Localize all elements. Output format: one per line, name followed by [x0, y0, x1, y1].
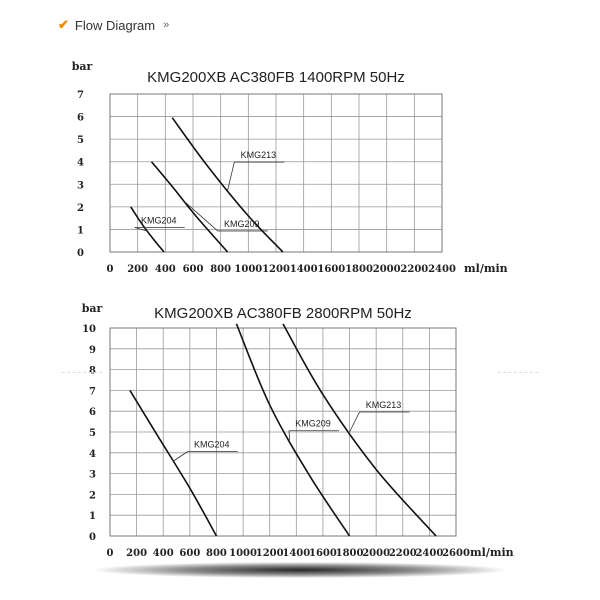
double-chevron-icon: »	[163, 19, 170, 31]
x-tick-label: 1000	[229, 548, 257, 559]
divider-right	[498, 372, 538, 373]
y-tick-label: 3	[89, 469, 96, 481]
x-tick-label: 1000	[234, 264, 263, 275]
y-tick-label: 7	[77, 90, 84, 101]
grid	[110, 328, 456, 536]
y-tick-label: 7	[89, 386, 96, 398]
y-tick-label: 6	[77, 112, 84, 124]
y-tick-label: 9	[89, 344, 96, 356]
x-tick-label: 2400	[428, 264, 456, 275]
x-tick-label: 2600	[442, 548, 470, 559]
x-tick-label: 2200	[388, 548, 417, 559]
chart-title: KMG200XB AC380FB 2800RPM 50Hz	[154, 305, 412, 322]
chart-1400rpm	[0, 50, 600, 290]
x-tick-label: 2400	[415, 548, 444, 559]
y-tick-label: 1	[77, 225, 84, 237]
series-label: KMG209	[295, 418, 331, 429]
y-tick-label: 8	[89, 365, 96, 377]
section-header	[58, 14, 169, 36]
series-line-kmg213	[172, 118, 283, 252]
check-icon: ✔	[58, 17, 69, 32]
series-line-kmg204	[130, 390, 217, 536]
y-tick-label: 3	[77, 180, 84, 192]
grid	[110, 94, 442, 252]
x-tick-label: 0	[106, 548, 114, 559]
series-label: KMG213	[365, 400, 402, 410]
x-tick-label: 800	[206, 548, 227, 559]
series-label: KMG213	[240, 150, 277, 161]
series-line-kmg213	[283, 324, 436, 536]
y-tick-label: 10	[82, 324, 96, 335]
y-tick-label: 4	[89, 448, 96, 460]
leader-line	[228, 162, 235, 190]
x-tick-label: 2200	[400, 264, 429, 275]
x-tick-label: 1400	[289, 264, 318, 275]
x-tick-label: 1600	[317, 264, 346, 275]
x-tick-label: 600	[182, 264, 204, 275]
leader-line	[350, 412, 360, 432]
series-label: KMG204	[194, 439, 230, 450]
section-title: Flow Diagram	[74, 17, 156, 33]
x-tick-label: 200	[126, 548, 148, 559]
leader-line	[184, 201, 218, 231]
x-tick-label: 1400	[282, 548, 311, 559]
y-tick-label: 6	[89, 407, 96, 419]
x-tick-label: 1600	[309, 548, 337, 559]
x-axis-label: ml/min	[470, 546, 514, 559]
y-tick-label: 4	[77, 157, 84, 169]
divider-left	[62, 372, 102, 373]
x-tick-label: 0	[106, 264, 114, 275]
chart-title: KMG200XB AC380FB 1400RPM 50Hz	[147, 69, 405, 86]
drop-shadow	[95, 562, 505, 578]
x-tick-label: 1200	[262, 264, 290, 275]
x-tick-label: 1200	[255, 548, 284, 559]
y-tick-label: 5	[77, 135, 84, 147]
x-tick-label: 400	[154, 264, 176, 275]
y-tick-label: 0	[89, 532, 96, 543]
series-label: KMG204	[140, 215, 177, 226]
x-tick-label: 600	[179, 548, 201, 559]
y-axis-label: bar	[71, 60, 93, 73]
x-tick-label: 1800	[345, 264, 373, 275]
y-tick-label: 2	[77, 202, 84, 214]
series-label: KMG209	[223, 218, 260, 229]
chart-2800rpm	[0, 296, 600, 566]
y-axis-label: bar	[81, 302, 103, 315]
x-tick-label: 400	[152, 548, 174, 559]
x-tick-label: 2000	[372, 264, 401, 275]
x-tick-label: 2000	[362, 548, 391, 559]
y-tick-label: 2	[89, 490, 96, 502]
y-tick-label: 0	[77, 248, 84, 259]
x-tick-label: 800	[210, 264, 232, 275]
y-tick-label: 5	[89, 428, 96, 439]
y-tick-label: 1	[89, 511, 96, 523]
x-tick-label: 200	[127, 264, 149, 275]
series-line-kmg209	[236, 324, 349, 536]
x-axis-label: ml/min	[464, 262, 508, 275]
x-tick-label: 1800	[335, 548, 364, 559]
